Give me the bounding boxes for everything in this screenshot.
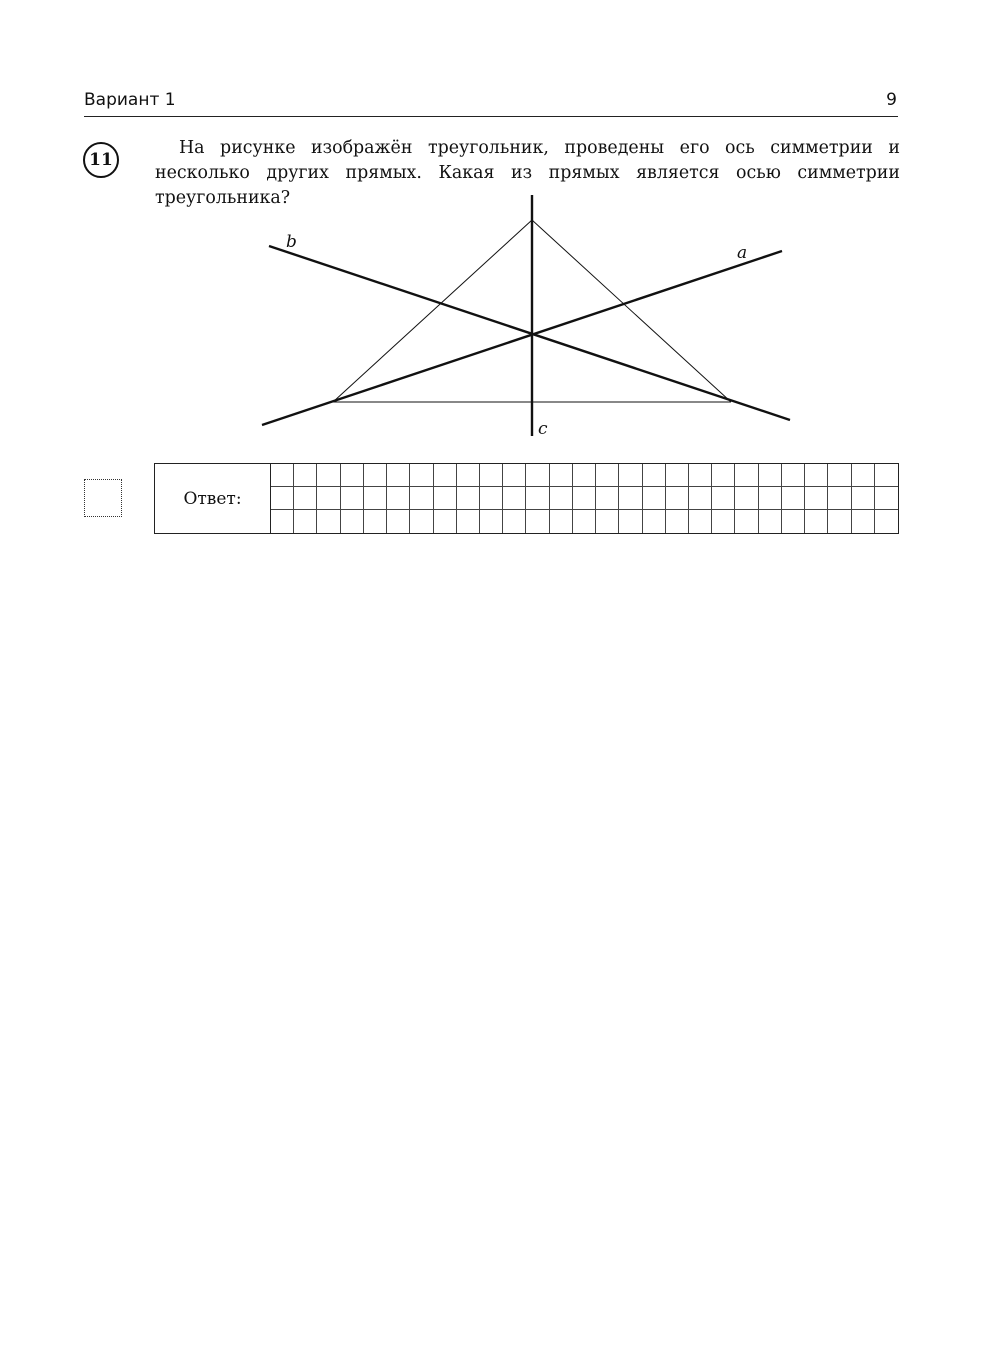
answer-cell[interactable] <box>782 487 805 510</box>
answer-cell[interactable] <box>689 487 712 510</box>
answer-cell[interactable] <box>526 464 549 487</box>
answer-cell[interactable] <box>596 510 619 533</box>
answer-cell[interactable] <box>619 487 642 510</box>
answer-cell[interactable] <box>480 510 503 533</box>
answer-block <box>154 463 899 534</box>
answer-cell[interactable] <box>271 487 294 510</box>
answer-cell[interactable] <box>666 510 689 533</box>
answer-cell[interactable] <box>712 510 735 533</box>
answer-cell[interactable] <box>434 487 457 510</box>
answer-cell[interactable] <box>596 487 619 510</box>
answer-cell[interactable] <box>782 464 805 487</box>
score-box <box>84 479 122 517</box>
answer-cell[interactable] <box>805 487 828 510</box>
answer-cell[interactable] <box>619 464 642 487</box>
answer-cell[interactable] <box>828 510 851 533</box>
answer-cell[interactable] <box>364 464 387 487</box>
answer-cell[interactable] <box>387 487 410 510</box>
answer-cell[interactable] <box>271 510 294 533</box>
answer-cell[interactable] <box>619 510 642 533</box>
label-a: a <box>737 243 748 263</box>
label-c: c <box>538 419 548 439</box>
answer-cell[interactable] <box>712 464 735 487</box>
answer-cell[interactable] <box>828 487 851 510</box>
answer-grid[interactable] <box>271 464 898 533</box>
answer-cell[interactable] <box>643 510 666 533</box>
answer-cell[interactable] <box>387 464 410 487</box>
answer-cell[interactable] <box>341 487 364 510</box>
answer-cell[interactable] <box>341 510 364 533</box>
answer-cell[interactable] <box>341 464 364 487</box>
line-a <box>262 251 782 425</box>
answer-cell[interactable] <box>735 464 758 487</box>
answer-cell[interactable] <box>503 510 526 533</box>
answer-cell[interactable] <box>457 510 480 533</box>
answer-cell[interactable] <box>294 510 317 533</box>
triangle-figure <box>0 0 1000 460</box>
answer-cell[interactable] <box>434 464 457 487</box>
answer-cell[interactable] <box>573 464 596 487</box>
answer-cell[interactable] <box>480 464 503 487</box>
answer-cell[interactable] <box>759 487 782 510</box>
line-b <box>269 246 790 420</box>
answer-cell[interactable] <box>457 464 480 487</box>
answer-cell[interactable] <box>410 464 433 487</box>
answer-cell[interactable] <box>503 464 526 487</box>
answer-cell[interactable] <box>503 487 526 510</box>
answer-cell[interactable] <box>643 487 666 510</box>
task-number: 11 <box>89 150 113 170</box>
label-b: b <box>286 232 297 252</box>
answer-cell[interactable] <box>573 510 596 533</box>
answer-cell[interactable] <box>852 510 875 533</box>
answer-cell[interactable] <box>364 487 387 510</box>
page-number: 9 <box>886 90 897 110</box>
answer-cell[interactable] <box>271 464 294 487</box>
answer-cell[interactable] <box>782 510 805 533</box>
answer-cell[interactable] <box>875 487 898 510</box>
answer-cell[interactable] <box>666 464 689 487</box>
answer-cell[interactable] <box>317 510 340 533</box>
answer-cell[interactable] <box>480 487 503 510</box>
triangle-side-right <box>532 220 731 402</box>
answer-cell[interactable] <box>457 487 480 510</box>
answer-cell[interactable] <box>550 464 573 487</box>
answer-cell[interactable] <box>526 510 549 533</box>
answer-cell[interactable] <box>689 510 712 533</box>
answer-cell[interactable] <box>573 487 596 510</box>
answer-cell[interactable] <box>364 510 387 533</box>
answer-cell[interactable] <box>852 487 875 510</box>
answer-cell[interactable] <box>852 464 875 487</box>
answer-cell[interactable] <box>294 464 317 487</box>
variant-label: Вариант 1 <box>84 90 176 110</box>
answer-cell[interactable] <box>759 464 782 487</box>
answer-cell[interactable] <box>805 510 828 533</box>
triangle-side-left <box>333 220 532 402</box>
answer-cell[interactable] <box>666 487 689 510</box>
answer-cell[interactable] <box>759 510 782 533</box>
answer-cell[interactable] <box>712 487 735 510</box>
answer-cell[interactable] <box>875 464 898 487</box>
answer-cell[interactable] <box>387 510 410 533</box>
answer-cell[interactable] <box>805 464 828 487</box>
answer-cell[interactable] <box>294 487 317 510</box>
answer-cell[interactable] <box>643 464 666 487</box>
answer-cell[interactable] <box>550 487 573 510</box>
answer-cell[interactable] <box>596 464 619 487</box>
answer-cell[interactable] <box>875 510 898 533</box>
answer-cell[interactable] <box>735 510 758 533</box>
answer-cell[interactable] <box>410 510 433 533</box>
answer-cell[interactable] <box>526 487 549 510</box>
answer-cell[interactable] <box>735 487 758 510</box>
answer-cell[interactable] <box>410 487 433 510</box>
answer-label: Ответ: <box>155 464 271 533</box>
answer-cell[interactable] <box>434 510 457 533</box>
answer-cell[interactable] <box>317 464 340 487</box>
answer-cell[interactable] <box>828 464 851 487</box>
answer-cell[interactable] <box>689 464 712 487</box>
task-text: На рисунке изображён треугольник, проведены его ось симметрии и несколько других прямых. Какая из прямых является осью симметрии треугольника? <box>155 138 900 208</box>
answer-cell[interactable] <box>550 510 573 533</box>
answer-cell[interactable] <box>317 487 340 510</box>
